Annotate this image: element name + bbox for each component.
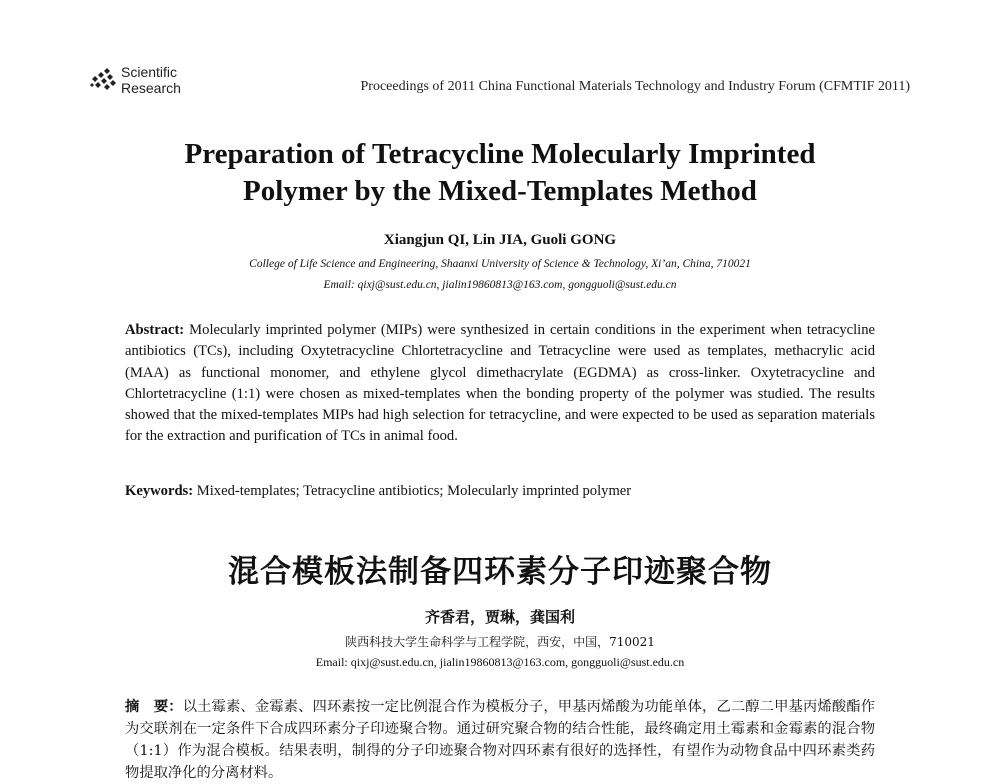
authors-cn: 齐香君，贾琳，龚国利 [424, 608, 575, 626]
paper-title-en-line2: Polymer by the Mixed-Templates Method [243, 175, 757, 207]
abstract-en-text: Molecularly imprinted polymer (MIPs) were synthesized in certain conditions in the experiment when tetracycline antibiotics (TCs), including Oxytetracycline Chlortetracycline and Tetracycline were used as templates, methacrylic acid (MAA) as functional monomer, and ethylene glycol dimethacrylate (EGDMA) as cross-linker. Oxytetracycline and Chlortetracycline (1:1) were chosen as mixed-templates when the bonding property of the polymer was studied. The results showed that the mixed-templates MIPs had high selection for tetracycline, and were expected to be used as separation materials for the extraction and purification of TCs in animal food. [125, 322, 875, 445]
scientific-research-logo-icon [88, 66, 118, 94]
paper-title-en [0, 136, 1000, 210]
logo-line-scientific: Scientific [121, 64, 178, 80]
abstract-en [125, 320, 875, 448]
abstract-en-label: Abstract: [125, 322, 185, 338]
abstract-cn [125, 696, 875, 784]
keywords-en-text: Mixed-templates; Tetracycline antibiotics; Molecularly imprinted polymer [196, 483, 632, 499]
publisher-logo [88, 64, 181, 96]
keywords-en-label: Keywords: [125, 483, 194, 499]
authors-en: Xiangjun QI, Lin JIA, Guoli GONG [383, 232, 617, 248]
affiliation-en: College of Life Science and Engineering, Shaanxi University of Science & Technology, Xi’an, China, 710021 [249, 258, 751, 270]
paper-title-en-line1: Preparation of Tetracycline Molecularly Imprinted [184, 138, 816, 170]
keywords-en [125, 483, 875, 500]
abstract-cn-label: 摘 要： [125, 699, 183, 715]
proceedings-header: Proceedings of 2011 China Functional Materials Technology and Industry Forum (CFMTIF 2011) [360, 79, 910, 94]
abstract-cn-text: 以土霉素、金霉素、四环素按一定比例混合作为模板分子，甲基丙烯酸为功能单体，乙二醇二甲基丙烯酸酯作为交联剂在一定条件下合成四环素分子印迹聚合物。通过研究聚合物的结合性能，最终确定用土霉素和金霉素的混合物（1:1）作为混合模板。结果表明，制得的分子印迹聚合物对四环素有很好的选择性，有望作为动物食品中四环素类药物提取净化的分离材料。 [125, 699, 875, 781]
logo-line-research: Research [121, 80, 181, 96]
email-cn: Email: qixj@sust.edu.cn, jialin19860813@163.com, gongguoli@sust.edu.cn [315, 655, 685, 669]
email-en: Email: qixj@sust.edu.cn, jialin19860813@163.com, gongguoli@sust.edu.cn [323, 279, 677, 291]
affiliation-cn: 陕西科技大学生命科学与工程学院，西安，中国，710021 [345, 635, 655, 649]
paper-title-cn: 混合模板法制备四环素分子印迹聚合物 [228, 554, 772, 590]
